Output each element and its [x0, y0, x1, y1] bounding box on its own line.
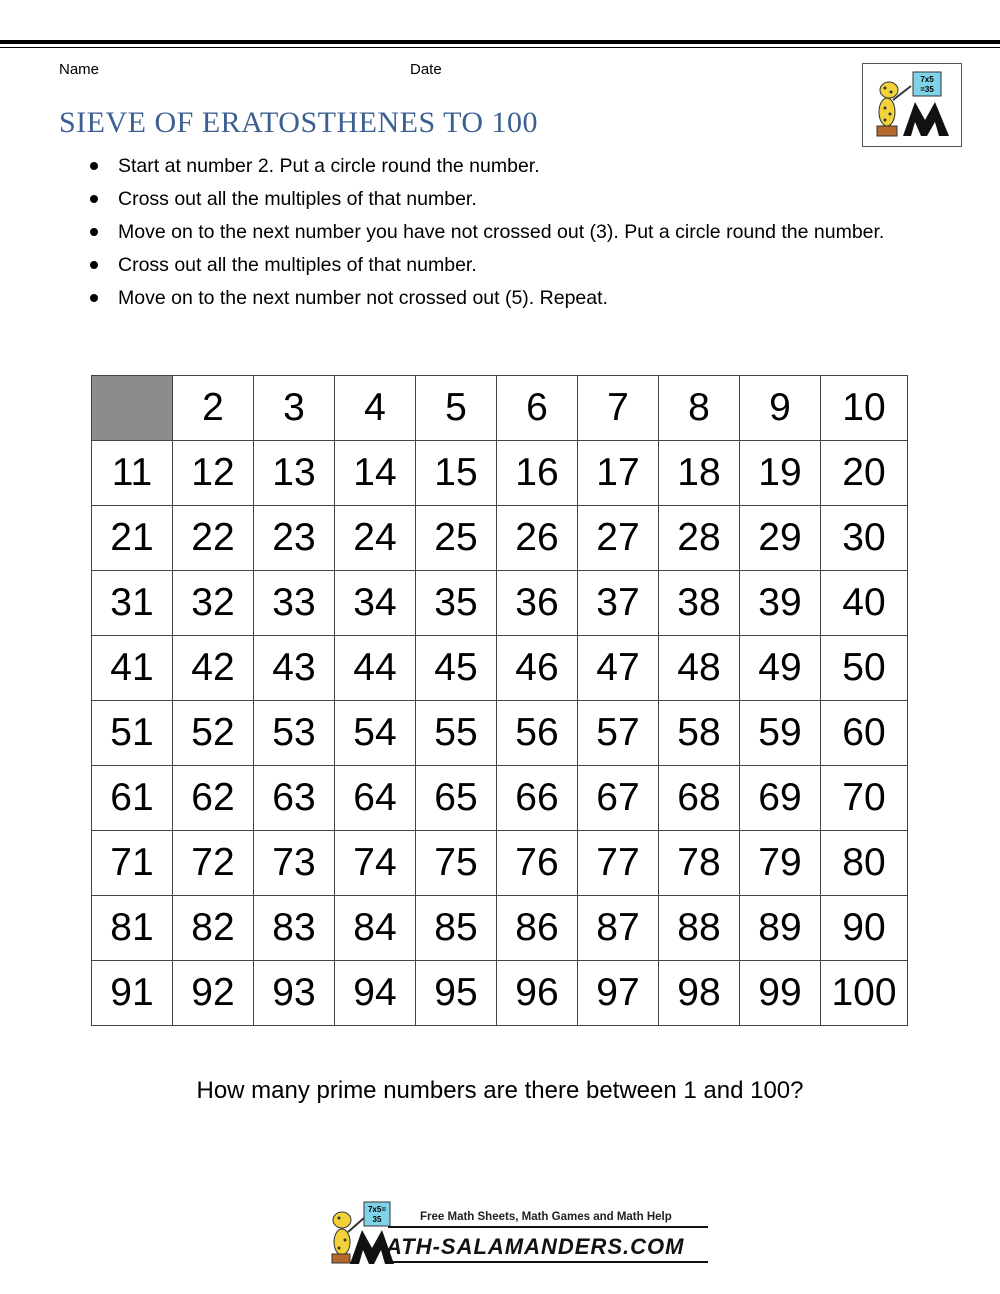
- grid-row: [92, 636, 908, 701]
- number-cell: 52: [173, 701, 254, 766]
- footer-tagline: Free Math Sheets, Math Games and Math Help: [420, 1211, 672, 1223]
- number-cell: 53: [254, 701, 335, 766]
- grid-row: [92, 831, 908, 896]
- instruction-item: Move on to the next number not crossed out (5). Repeat.: [118, 282, 908, 315]
- name-label: Name: [59, 61, 100, 78]
- number-cell: 94: [335, 961, 416, 1026]
- number-cell: 79: [740, 831, 821, 896]
- number-cell: 86: [497, 896, 578, 961]
- instruction-list: [118, 150, 908, 315]
- number-cell: 68: [659, 766, 740, 831]
- instruction-item: Start at number 2. Put a circle round the number.: [118, 150, 908, 183]
- number-cell: 75: [416, 831, 497, 896]
- number-cell: 73: [254, 831, 335, 896]
- number-cell: 96: [497, 961, 578, 1026]
- number-cell: 44: [335, 636, 416, 701]
- number-cell: 63: [254, 766, 335, 831]
- number-cell: 80: [821, 831, 908, 896]
- number-cell: 72: [173, 831, 254, 896]
- number-cell: 83: [254, 896, 335, 961]
- number-cell: 98: [659, 961, 740, 1026]
- instruction-item: Cross out all the multiples of that number.: [118, 249, 908, 282]
- bullet-icon: [90, 261, 98, 269]
- number-cell: 78: [659, 831, 740, 896]
- number-cell: 64: [335, 766, 416, 831]
- number-cell: 3: [254, 376, 335, 441]
- number-cell: 9: [740, 376, 821, 441]
- number-cell: 2: [173, 376, 254, 441]
- grid-row: [92, 506, 908, 571]
- number-cell: 58: [659, 701, 740, 766]
- number-cell: 28: [659, 506, 740, 571]
- number-cell: 29: [740, 506, 821, 571]
- number-cell: 57: [578, 701, 659, 766]
- number-cell: 66: [497, 766, 578, 831]
- bullet-icon: [90, 294, 98, 302]
- number-cell: 6: [497, 376, 578, 441]
- number-cell: 46: [497, 636, 578, 701]
- number-cell: 38: [659, 571, 740, 636]
- number-cell: 35: [416, 571, 497, 636]
- number-cell: 37: [578, 571, 659, 636]
- number-cell: 5: [416, 376, 497, 441]
- number-cell: 26: [497, 506, 578, 571]
- date-label: Date: [410, 61, 442, 78]
- number-cell: 93: [254, 961, 335, 1026]
- number-cell: 99: [740, 961, 821, 1026]
- number-cell: 69: [740, 766, 821, 831]
- header-rule-thin: [0, 47, 1000, 48]
- number-cell: 7: [578, 376, 659, 441]
- sieve-grid: [91, 375, 908, 1026]
- number-cell: 82: [173, 896, 254, 961]
- number-cell: 77: [578, 831, 659, 896]
- question-text: How many prime numbers are there between 1 and 100?: [196, 1077, 804, 1104]
- grid-row: [92, 571, 908, 636]
- number-cell: 50: [821, 636, 908, 701]
- number-cell: 67: [578, 766, 659, 831]
- number-cell: 15: [416, 441, 497, 506]
- bullet-icon: [90, 162, 98, 170]
- number-cell: 31: [92, 571, 173, 636]
- number-cell: 59: [740, 701, 821, 766]
- number-cell: 13: [254, 441, 335, 506]
- number-cell: 47: [578, 636, 659, 701]
- grid-row: [92, 961, 908, 1026]
- number-cell: 48: [659, 636, 740, 701]
- number-cell: 97: [578, 961, 659, 1026]
- number-cell: 4: [335, 376, 416, 441]
- number-cell: 54: [335, 701, 416, 766]
- number-cell: 23: [254, 506, 335, 571]
- number-cell: 34: [335, 571, 416, 636]
- logo-badge-bottom: =35: [920, 85, 934, 94]
- number-cell: 43: [254, 636, 335, 701]
- number-cell: 91: [92, 961, 173, 1026]
- grid-row: [92, 701, 908, 766]
- grid-row: [92, 896, 908, 961]
- number-cell: 87: [578, 896, 659, 961]
- number-cell: 36: [497, 571, 578, 636]
- number-cell: 32: [173, 571, 254, 636]
- number-cell: 24: [335, 506, 416, 571]
- number-cell: 42: [173, 636, 254, 701]
- number-cell: 65: [416, 766, 497, 831]
- number-cell: 10: [821, 376, 908, 441]
- number-cell: 12: [173, 441, 254, 506]
- number-cell: 8: [659, 376, 740, 441]
- number-cell: 61: [92, 766, 173, 831]
- page-title: SIEVE OF ERATOSTHENES TO 100: [59, 106, 539, 139]
- number-cell: 62: [173, 766, 254, 831]
- number-cell: 81: [92, 896, 173, 961]
- footer-site-name: ATH-SALAMANDERS.COM: [386, 1234, 685, 1259]
- number-cell: 22: [173, 506, 254, 571]
- number-cell: 95: [416, 961, 497, 1026]
- logo-badge-top: 7x5: [920, 75, 934, 84]
- number-cell: 45: [416, 636, 497, 701]
- number-cell: 89: [740, 896, 821, 961]
- number-cell: 25: [416, 506, 497, 571]
- grid-row: [92, 376, 908, 441]
- header-rule-thick: [0, 40, 1000, 44]
- number-cell: 84: [335, 896, 416, 961]
- number-cell: 55: [416, 701, 497, 766]
- logo: [862, 63, 962, 147]
- number-cell: 76: [497, 831, 578, 896]
- number-cell: 70: [821, 766, 908, 831]
- number-cell: 20: [821, 441, 908, 506]
- number-cell: 33: [254, 571, 335, 636]
- number-cell: 74: [335, 831, 416, 896]
- number-cell: 92: [173, 961, 254, 1026]
- footer-badge-bottom: 35: [372, 1215, 382, 1224]
- number-cell: 27: [578, 506, 659, 571]
- number-cell: 11: [92, 441, 173, 506]
- grid-row: [92, 766, 908, 831]
- number-cell: 17: [578, 441, 659, 506]
- number-cell: 39: [740, 571, 821, 636]
- number-cell: 100: [821, 961, 908, 1026]
- number-cell: 51: [92, 701, 173, 766]
- bullet-icon: [90, 195, 98, 203]
- number-cell: 56: [497, 701, 578, 766]
- number-cell: 16: [497, 441, 578, 506]
- number-cell: 90: [821, 896, 908, 961]
- number-cell: 85: [416, 896, 497, 961]
- grid-row: [92, 441, 908, 506]
- number-cell: 88: [659, 896, 740, 961]
- footer-badge-top: 7x5=: [367, 1205, 387, 1214]
- number-cell: 40: [821, 571, 908, 636]
- instruction-item: Cross out all the multiples of that number.: [118, 183, 908, 216]
- number-cell: 71: [92, 831, 173, 896]
- instruction-item: Move on to the next number you have not crossed out (3). Put a circle round the number.: [118, 216, 908, 249]
- number-cell: 18: [659, 441, 740, 506]
- salamander-logo-icon: [863, 64, 961, 146]
- blank-cell: [92, 376, 173, 441]
- number-cell: 49: [740, 636, 821, 701]
- number-cell: 60: [821, 701, 908, 766]
- number-cell: 30: [821, 506, 908, 571]
- number-cell: 19: [740, 441, 821, 506]
- number-cell: 14: [335, 441, 416, 506]
- number-cell: 21: [92, 506, 173, 571]
- number-cell: 41: [92, 636, 173, 701]
- bullet-icon: [90, 228, 98, 236]
